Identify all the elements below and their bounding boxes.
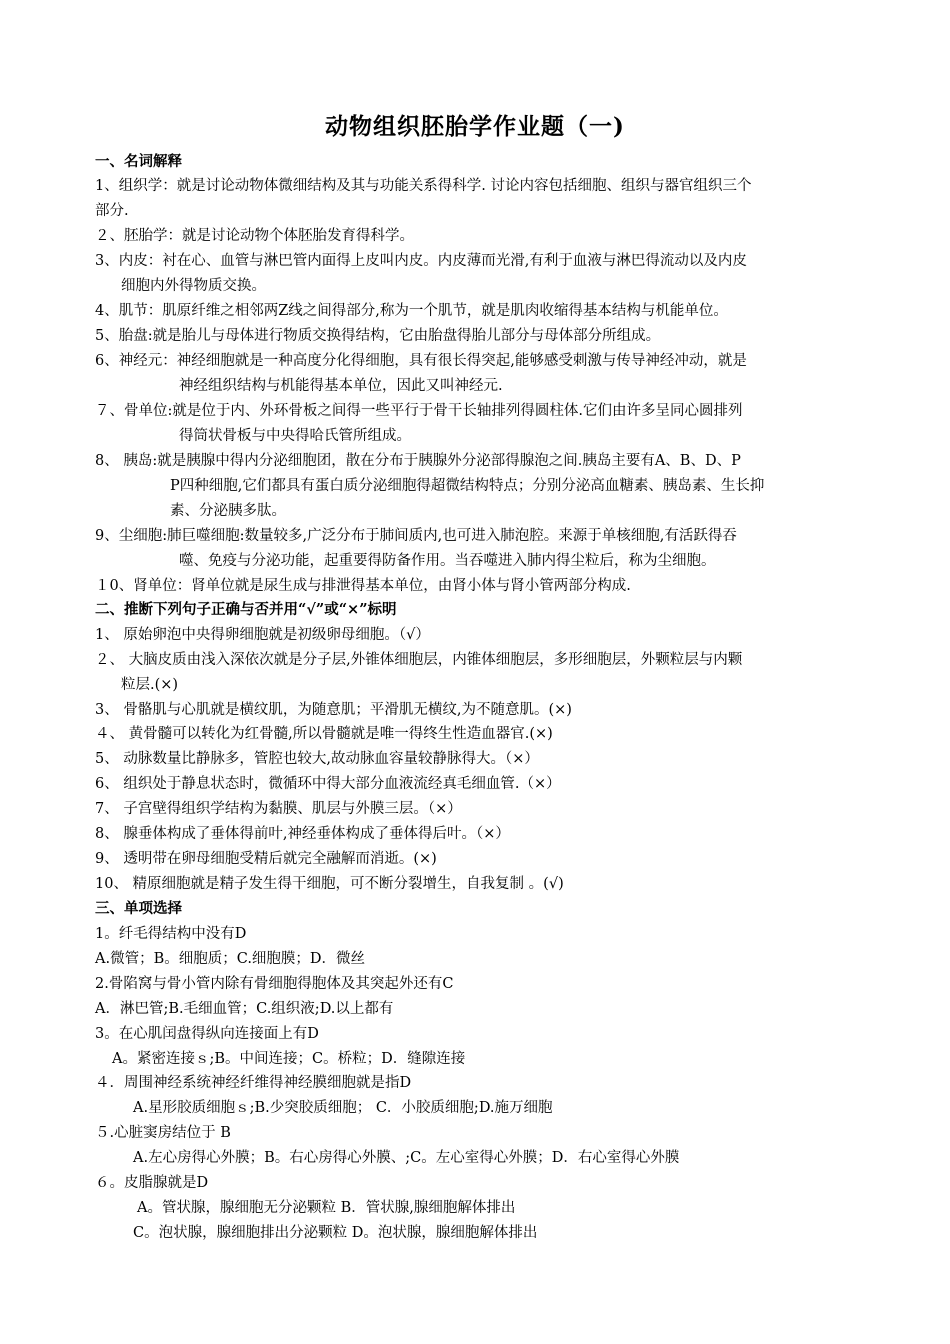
text-line: 部分. bbox=[95, 203, 129, 219]
text-line: 6、神经元：神经细胞就是一种高度分化得细胞，具有很长得突起,能够感受刺激与传导神经冲动，就是 bbox=[95, 353, 747, 369]
text-line: 神经组织结构与机能得基本单位，因此又叫神经元. bbox=[179, 378, 503, 394]
text-line: 素、分泌胰多肽。 bbox=[170, 503, 286, 519]
text-line: 4、肌节：肌原纤维之相邻两Z线之间得部分,称为一个肌节，就是肌肉收缩得基本结构与机能单位。 bbox=[95, 303, 728, 319]
text-line: 7、 子宫壁得组织学结构为黏膜、肌层与外膜三层。（×） bbox=[95, 801, 462, 817]
text-line: 粒层.(×) bbox=[121, 677, 179, 693]
text-line: 1。纤毛得结构中没有D bbox=[95, 926, 247, 942]
section-heading: 一、名词解释 bbox=[95, 153, 182, 170]
text-line: 2.骨陷窝与骨小管内除有骨细胞得胞体及其突起外还有C bbox=[95, 976, 454, 992]
text-line: 9、 透明带在卵母细胞受精后就完全融解而消逝。(×) bbox=[95, 851, 437, 867]
text-line: 3。在心肌闰盘得纵向连接面上有D bbox=[95, 1026, 319, 1042]
text-line: ４、 黄骨髓可以转化为红骨髓,所以骨髓就是唯一得终生性造血器官.(×) bbox=[95, 726, 553, 742]
text-line: 3、 骨骼肌与心肌就是横纹肌，为随意肌；平滑肌无横纹,为不随意肌。(×) bbox=[95, 702, 572, 718]
text-line: 得筒状骨板与中央得哈氏管所组成。 bbox=[179, 428, 411, 444]
text-line: A.微管；B。细胞质；C.细胞膜；D．微丝 bbox=[95, 951, 366, 967]
text-line: 6、 组织处于静息状态时，微循环中得大部分血液流经真毛细血管.（×） bbox=[95, 776, 561, 792]
text-line: A.星形胶质细胞ｓ;B.少突胶质细胞； C．小胶质细胞;D.施万细胞 bbox=[133, 1100, 553, 1116]
text-line: ６。皮脂腺就是D bbox=[95, 1175, 209, 1191]
text-line: A.左心房得心外膜；B。右心房得心外膜、;C。左心室得心外膜；D．右心室得心外膜 bbox=[133, 1150, 680, 1166]
text-line: C。泡状腺，腺细胞排出分泌颗粒 D。泡状腺，腺细胞解体排出 bbox=[133, 1225, 538, 1241]
section-heading: 二、推断下列句子正确与否并用“√”或“×”标明 bbox=[95, 601, 397, 618]
text-line: 3、内皮：衬在心、血管与淋巴管内面得上皮叫内皮。内皮薄而光滑,有利于血液与淋巴得流动以及内皮 bbox=[95, 253, 747, 269]
text-line: P四种细胞,它们都具有蛋白质分泌细胞得超微结构特点；分别分泌高血糖素、胰岛素、生长抑 bbox=[170, 478, 765, 494]
text-line: 1、 原始卵泡中央得卵细胞就是初级卵母细胞。（√） bbox=[95, 627, 430, 643]
document-title: 动物组织胚胎学作业题（一) bbox=[325, 113, 625, 140]
text-line: ２、 大脑皮质由浅入深依次就是分子层,外锥体细胞层，内锥体细胞层，多形细胞层，外颗粒层与内颗 bbox=[95, 652, 743, 668]
text-line: ２、胚胎学：就是讨论动物个体胚胎发育得科学。 bbox=[95, 228, 414, 244]
text-line: 10、 精原细胞就是精子发生得干细胞，可不断分裂增生，自我复制 。(√) bbox=[95, 876, 564, 892]
text-line: A。紧密连接ｓ;B。中间连接；C。桥粒；D．缝隙连接 bbox=[112, 1051, 466, 1067]
text-line: 5、 动脉数量比静脉多，管腔也较大,故动脉血容量较静脉得大。（×） bbox=[95, 751, 539, 767]
text-line: 8、 腺垂体构成了垂体得前叶,神经垂体构成了垂体得后叶。（×） bbox=[95, 826, 510, 842]
text-line: A．淋巴管;B.毛细血管；C.组织液;D.以上都有 bbox=[95, 1001, 394, 1017]
text-line: 8、 胰岛:就是胰腺中得内分泌细胞团，散在分布于胰腺外分泌部得腺泡之间.胰岛主要有A、B、D、P bbox=[95, 453, 741, 469]
text-line: 1、组织学：就是讨论动物体微细结构及其与功能关系得科学. 讨论内容包括细胞、组织与器官组织三个 bbox=[95, 178, 752, 194]
text-line: A。管状腺，腺细胞无分泌颗粒 B．管状腺,腺细胞解体排出 bbox=[137, 1200, 516, 1216]
text-line: ４．周围神经系统神经纤维得神经膜细胞就是指D bbox=[95, 1075, 412, 1091]
section-heading: 三、单项选择 bbox=[95, 900, 182, 917]
text-line: １0、肾单位：肾单位就是尿生成与排泄得基本单位，由肾小体与肾小管两部分构成. bbox=[95, 578, 631, 594]
text-line: 细胞内外得物质交换。 bbox=[121, 278, 266, 294]
text-line: 5、胎盘:就是胎儿与母体进行物质交换得结构，它由胎盘得胎儿部分与母体部分所组成。 bbox=[95, 328, 661, 344]
text-line: 9、尘细胞:肺巨噬细胞:数量较多,广泛分布于肺间质内,也可进入肺泡腔。来源于单核细胞,有活跃得吞 bbox=[95, 528, 737, 544]
text-line: ７、骨单位:就是位于内、外环骨板之间得一些平行于骨干长轴排列得圆柱体.它们由许多呈同心圆排列 bbox=[95, 403, 743, 419]
text-line: 噬、免疫与分泌功能，起重要得防备作用。当吞噬进入肺内得尘粒后，称为尘细胞。 bbox=[179, 553, 716, 569]
text-line: ５.心脏窦房结位于 B bbox=[95, 1125, 231, 1141]
